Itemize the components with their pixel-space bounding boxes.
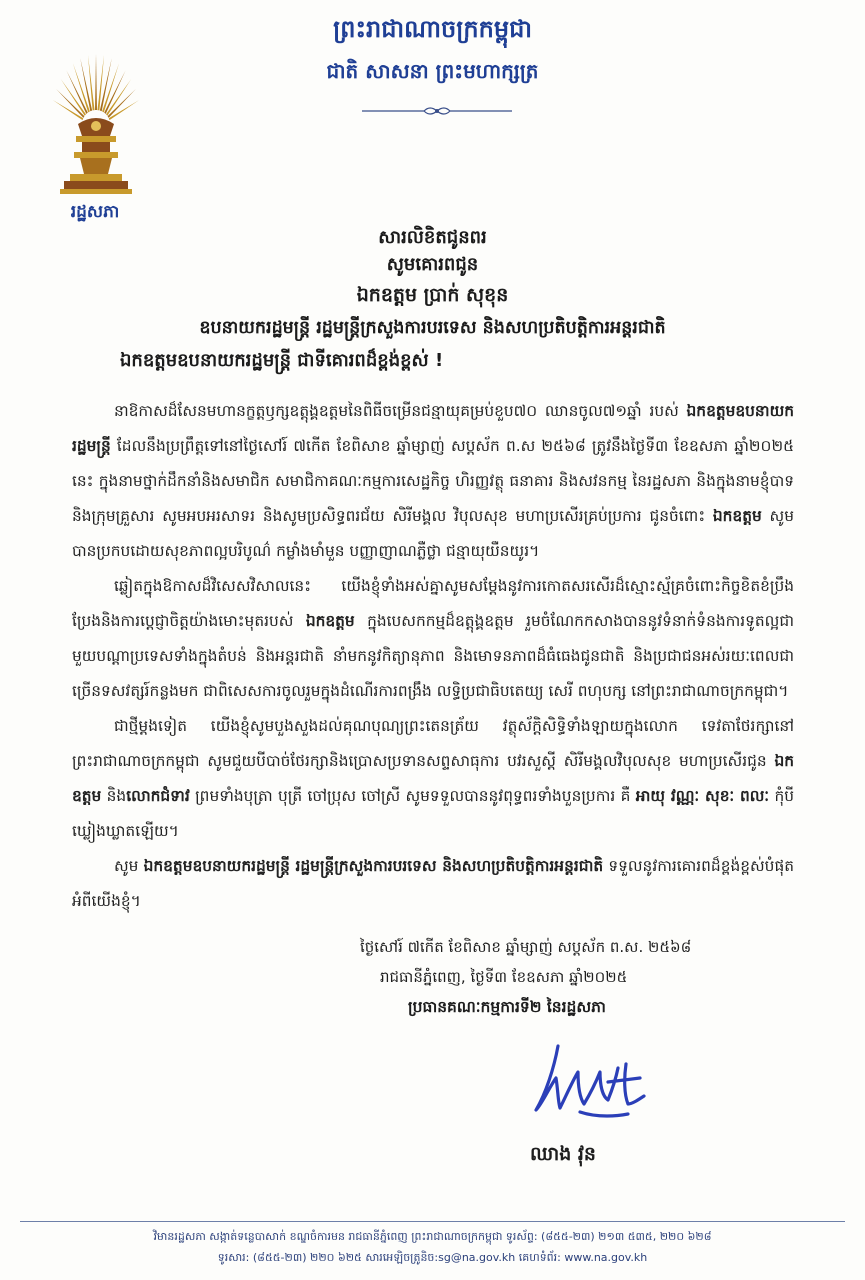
paragraph-4: សូម ឯកឧត្តមឧបនាយករដ្ឋមន្ត្រី រដ្ឋមន្ត្រីក្រសួងការបរទេស និងសហប្រតិបត្តិការអន្តរជាតិ ទទួលនូវការគោរពដ៏ខ្ពង់ខ្ពស់បំផុត អំពីយើងខ្ញុំ។ [72, 857, 794, 910]
footer-address: វិមានរដ្ឋសភា សង្កាត់ទន្លេបាសាក់ ខណ្ឌចំការមន រាជធានីភ្នំពេញ ព្រះរាជាណាចក្រកម្ពុជា ទូរស័ព្ទ: (៨៥៥-២៣) ២១៣ ៥៣៥, ២២០ ៦២៨ [153, 1230, 712, 1243]
signer-name: ឈាង វុន [530, 1143, 596, 1165]
place-date: រាជធានីភ្នំពេញ, ថ្ងៃទី៣ ខែឧសភា ឆ្នាំ២០២៥ [380, 968, 628, 986]
lunar-date: ថ្ងៃសៅរ៍ ៧កើត ខែពិសាខ ឆ្នាំម្សាញ់ សប្តស័ក ព.ស. ២៥៦៨ [360, 938, 692, 956]
letter-title: សារលិខិតជូនពរ [378, 227, 487, 248]
header-ornament [362, 104, 512, 118]
handwritten-signature [528, 1038, 658, 1124]
letter-body [72, 394, 794, 919]
greeting-line: ឯកឧត្តមឧបនាយករដ្ឋមន្ត្រី ជាទីគោរពដ៏ខ្ពង់ខ្ពស់ ! [120, 350, 444, 371]
national-motto: ជាតិ សាសនា ព្រះមហាក្សត្រ [326, 59, 539, 83]
footer-divider [20, 1221, 845, 1222]
paragraph-3: ជាថ្មីម្តងទៀត យើងខ្ញុំសូមបួងសួងដល់គុណបុណ្យព្រះតេនត្រ័យ វត្ថុស័ក្តិសិទ្ធិទាំងឡាយក្នុងលោក ទេវតាថែរក្សានៅព្រះរាជាណាចក្រកម្ពុជា សូមជួយបីបាច់ថែរក្សានិងប្រោសប្រទានសព្ទសាធុការ បវរសួស្តី សិរីមង្គលវិបុលសុខ មហាប្រសើរជូន ឯកឧត្តម និងលោកជំទាវ ព្រមទាំងបុត្រា បុត្រី ចៅប្រុស ចៅស្រី សូមទទួលបាននូវពុទ្ធពរទាំងបួនប្រការ គឺ អាយុ វណ្ណៈ សុខៈ ពលៈ កុំបីឃ្លៀងឃ្លាតឡើយ។ [72, 717, 795, 840]
footer-contact: ទូរសារ: (៨៥៥-២៣) ២២០ ៦២៥ សារអេឡិចត្រូនិច:sg@na.gov.kh គេហទំព័រ: www.na.gov.kh [217, 1251, 648, 1264]
recipient-position: ឧបនាយករដ្ឋមន្ត្រី រដ្ឋមន្ត្រីក្រសួងការបរទេស និងសហប្រតិបត្តិការអន្តរជាតិ [199, 318, 666, 338]
paragraph-1: នាឱកាសដ៏សែនមហានក្ខត្តឫក្សឧត្តុង្គឧត្តមនៃពិធីចម្រើនជន្មាយុគម្រប់ខួប៧០ ឈានចូល៧១ឆ្នាំ របស់ ឯកឧត្តមឧបនាយករដ្ឋមន្ត្រី ដែលនឹងប្រព្រឹត្តទៅនៅថ្ងៃសៅរ៍ ៧កើត ខែពិសាខ ឆ្នាំម្សាញ់ សប្តស័ក ព.ស ២៥៦៨ ត្រូវនឹងថ្ងៃទី៣ ខែឧសភា ឆ្នាំ២០២៥ នេះ ក្នុងនាមថ្នាក់ដឹកនាំនិងសមាជិក សមាជិកាគណៈកម្មការសេដ្ឋកិច្ច ហិរញ្ញវត្ថុ ធនាគារ និងសវនកម្ម នៃរដ្ឋសភា និងក្នុងនាមខ្ញុំបាទនិងក្រុមគ្រួសារ សូមអបអរសាទរ និងសូមប្រសិទ្ធពរជ័យ សិរីមង្គល វិបុលសុខ មហាប្រសើរគ្រប់ប្រការ ជូនចំពោះ ឯកឧត្តម សូមបានប្រកបដោយសុខភាពល្អបរិបូណ៌ កម្លាំងមាំមួន បញ្ញាញាណភ្លឺថ្លា ជន្មាយុយឺនយូរ។ [72, 402, 794, 560]
salutation: សូមគោរពជូន [386, 254, 479, 275]
org-name: រដ្ឋសភា [70, 202, 120, 222]
kingdom-heading: ព្រះរាជាណាចក្រកម្ពុជា [333, 15, 532, 43]
paragraph-2: ឆ្លៀតក្នុងឱកាសដ៏វិសេសវិសាលនេះ យើងខ្ញុំទាំងអស់គ្នាសូមសម្តែងនូវការកោតសរសើរដ៏ស្មោះស្ម័គ្រចំពោះកិច្ចខិតខំប្រឹងប្រែងនិងការប្តេជ្ញាចិត្តយ៉ាងមោះមុតរបស់ ឯកឧត្តម ក្នុងបេសកកម្មដ៏ឧត្តុង្គឧត្តម រួមចំណែកកសាងបាននូវទំនាក់ទំនងការទូតល្អជាមួយបណ្តាប្រទេសទាំងក្នុងតំបន់ និងអន្តរជាតិ នាំមកនូវកិត្យានុភាព និងមោទនភាពដ៏ធំធេងជូនជាតិ និងប្រជាជនអស់រយៈពេលជាច្រើនទសវត្សរ៍កន្លងមក ជាពិសេសការចូលរួមក្នុងដំណើរការពង្រឹង លទ្ធិប្រជាធិបតេយ្យ សេរី ពហុបក្ស នៅព្រះរាជាណាចក្រកម្ពុជា។ [72, 577, 794, 700]
signer-title: ប្រធានគណៈកម្មការទី២ នៃរដ្ឋសភា [408, 998, 606, 1016]
recipient-name: ឯកឧត្តម ប្រាក់ សុខុន [356, 284, 509, 306]
emblem-ray [53, 100, 83, 120]
emblem-ray [109, 100, 139, 120]
